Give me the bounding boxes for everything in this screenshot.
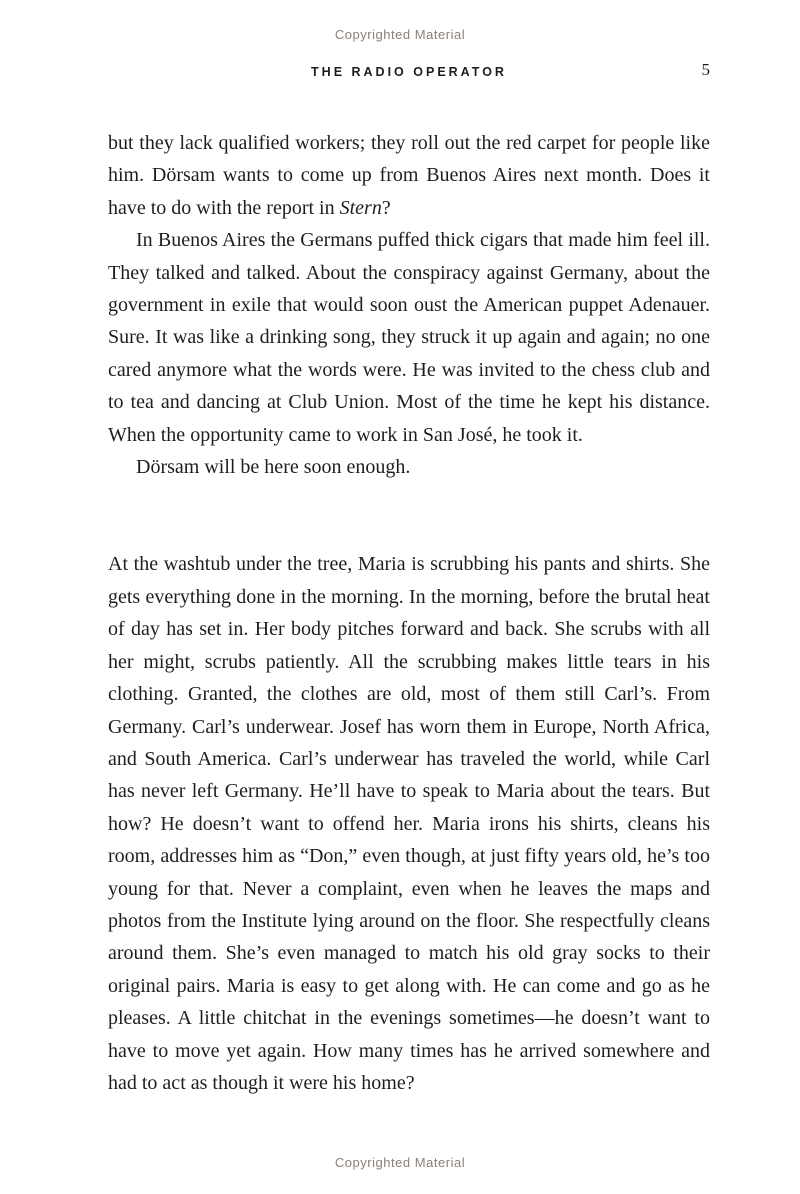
body-text [108, 127, 710, 1099]
paragraph-1-end: ? [381, 196, 391, 219]
paragraph-1-text: but they lack qualified workers; they roll out the red carpet for people like him. Dörsam wants to come up from Buenos Aires next month. Does it have to do with the report in [108, 132, 710, 219]
running-header [108, 60, 710, 81]
magazine-title-italic: Stern [339, 196, 382, 219]
paragraph-2: In Buenos Aires the Germans puffed thick cigars that made him feel ill. They talked and talked. About the conspiracy against Germany, about the government in exile that would soon oust the American puppet Adenauer. Sure. It was like a drinking song, they struck it up again and again; no one cared anymore what the words were. He was invited to the chess club and to tea and dancing at Club Union. Most of the time he kept his distance. When the opportunity came to work in San José, he took it. [108, 229, 710, 446]
running-title: THE RADIO OPERATOR [311, 65, 507, 79]
copyright-notice-top: Copyrighted Material [334, 27, 466, 42]
paragraph-1 [108, 127, 710, 224]
paragraph-3: Dörsam will be here soon enough. [136, 456, 411, 479]
copyright-notice-bottom: Copyrighted Material [334, 1155, 466, 1170]
page-number: 5 [701, 60, 710, 79]
paragraph-4: At the washtub under the tree, Maria is scrubbing his pants and shirts. She gets everything done in the morning. In the morning, before the brutal heat of day has set in. Her body pitches forward and back. She scrubs with all her might, scrubs patiently. All the scrubbing makes little tears in his clothing. Granted, the clothes are old, most of them still Carl’s. From Germany. Carl’s underwear. Josef has worn them in Europe, North Africa, and South America. Carl’s underwear has traveled the world, while Carl has never left Germany. He’ll have to speak to Maria about the tears. But how? He doesn’t want to offend her. Maria irons his shirts, cleans his room, addresses him as “Don,” even though, at just fifty years old, he’s too young for that. Never a complaint, even when he leaves the maps and photos from the Institute lying around on the floor. She respectfully cleans around them. She’s even managed to match his old gray socks to their original pairs. Maria is easy to get along with. He can come and go as he pleases. A little chitchat in the evenings sometimes—he doesn’t want to have to move yet again. How many times has he arrived somewhere and had to act as though it were his home? [108, 553, 710, 1094]
